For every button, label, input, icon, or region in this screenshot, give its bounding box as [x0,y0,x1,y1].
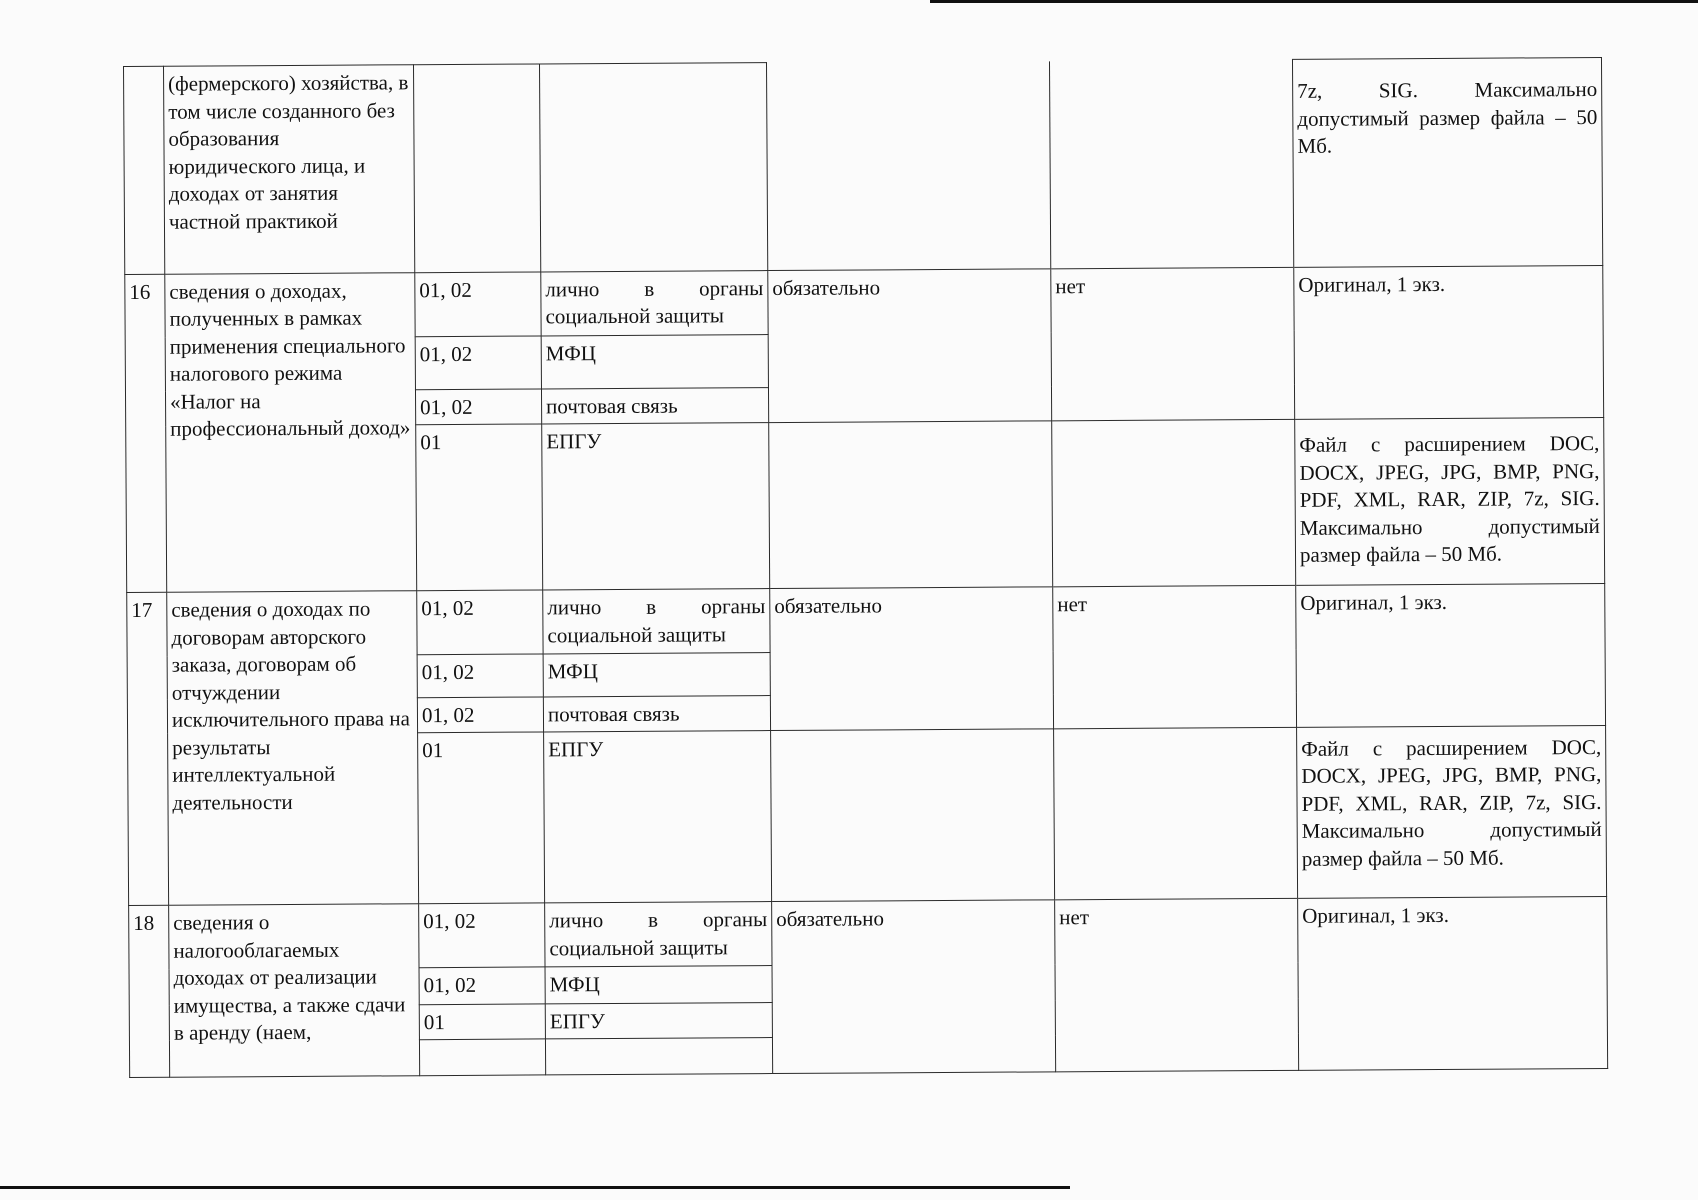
codes-cell: 01, 02 [417,654,543,698]
codes-cell [413,64,540,272]
table-row [125,265,1603,338]
row-number [124,66,165,274]
table-row-continuation [124,57,1603,274]
way-cell [539,63,767,272]
document-name: сведения о доходах, полученных в рамках применения специального налогового режима «Налог на профессиональный доход» [165,272,417,592]
way-cell: почтовая связь [541,388,768,424]
table-row [127,584,1605,657]
way-cell: ЕПГУ [544,730,772,903]
way-cell: МФЦ [545,966,772,1004]
flag-cell [1049,59,1293,268]
flag-cell: нет [1053,585,1297,728]
codes-cell: 01, 02 [419,903,545,968]
required-cell: обязательно [772,900,1056,1074]
codes-cell: 01, 02 [419,967,545,1004]
codes-cell: 01, 02 [417,590,543,655]
required-cell: обязательно [770,587,1054,731]
way-cell: лично в органы социальной защиты [545,902,772,968]
document-name: сведения о доходах по договорам авторского заказа, договорам об отчуждении исключительного права на результаты интеллектуальной деятельности [167,591,419,906]
codes-cell: 01, 02 [415,389,541,425]
way-cell: МФЦ [543,653,770,697]
scan-edge-bottom [0,1186,1070,1189]
flag-cell: нет [1055,898,1299,1071]
way-cell: лично в органы социальной защиты [543,589,770,655]
codes-cell: 01 [419,1004,545,1040]
file-format: Файл с расширением DOC, DOCX, JPEG, JPG, BMP, PNG, PDF, XML, RAR, ZIP, 7z, SIG. Максимально допустимый размер файла – 50 Мб. [1297,725,1607,898]
table-row [129,897,1607,970]
way-cell [545,1037,772,1075]
way-cell: почтовая связь [543,696,770,732]
codes-cell [419,1038,545,1075]
way-cell: лично в органы социальной защиты [541,270,768,336]
original-cell: Оригинал, 1 экз. [1294,265,1604,419]
codes-cell: 01 [416,424,543,591]
document-name: (фермерского) хозяйства, в том числе созданного без образования юридического лица, и доходах от занятия частной практикой [164,65,415,274]
way-cell: ЕПГУ [545,1002,772,1038]
codes-cell: 01, 02 [415,336,541,390]
flag-cell: нет [1051,267,1295,421]
scan-edge-top [930,0,1698,3]
file-format: 7z, SIG. Максимально допустимый размер файла – 50 Мб. [1292,57,1602,267]
codes-cell: 01, 02 [415,272,541,337]
required-cell [771,729,1055,902]
required-cell [766,61,1050,270]
way-cell: ЕПГУ [542,423,770,590]
codes-cell: 01, 02 [417,697,543,733]
flag-cell [1054,727,1298,900]
documents-table [123,57,1607,1078]
row-number: 18 [129,905,170,1077]
required-cell [769,421,1053,589]
row-number: 16 [125,274,167,593]
row-number: 17 [127,592,169,905]
original-cell: Оригинал, 1 экз. [1296,584,1606,728]
required-cell: обязательно [768,268,1052,422]
original-cell: Оригинал, 1 экз. [1298,897,1608,1071]
way-cell: МФЦ [541,334,768,389]
file-format: Файл с расширением DOC, DOCX, JPEG, JPG, BMP, PNG, PDF, XML, RAR, ZIP, 7z, SIG. Максимально допустимый размер файла – 50 Мб. [1295,418,1605,586]
flag-cell [1052,420,1296,587]
document-name: сведения о налогооблагаемых доходах от реализации имущества, а также сдачи в аренду (наем, [169,904,420,1077]
codes-cell: 01 [418,732,545,904]
